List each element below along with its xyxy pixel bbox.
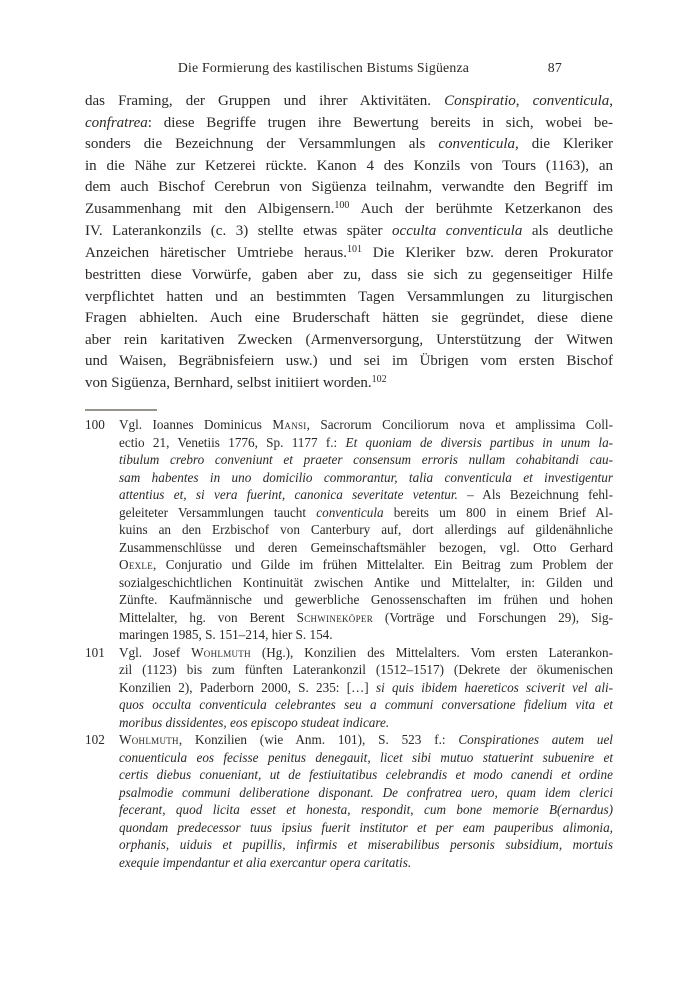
text-line: aber rein karitativen Zwecken (Armenversorgung, Unterstützung der Witwen xyxy=(85,331,614,348)
text-line: Zusammenschlüsse und deren Gemeinschaftsmähler bezogen, vgl. Otto Gerhard xyxy=(119,539,613,555)
footnote-reference: 102 xyxy=(371,373,387,385)
text-line: Fragen abhielten. Auch eine Bruderschaft hätten sie gegründet, diese diene xyxy=(85,310,613,326)
text-line: attentius et, si vera fuerint, canonica severitate vetentur. – Als Bezeichnung fehl- xyxy=(119,487,613,502)
text-line: exequie impendantur et alia exercantur opera caritatis. xyxy=(119,854,412,870)
text-line: in die Nähe zur Ketzerei rückte. Kanon 4 des Konzils von Tours (1163), an xyxy=(85,157,614,174)
text-line: von Sigüenza, Bernhard, selbst initiiert worden.$^{102}$ xyxy=(85,373,387,391)
text-line: sozialgeschichtlichen Kontinuität zwischen Antike und Mittelalter, in: Gilden und xyxy=(119,574,613,590)
text-line: Anzeichen häretischer Umtriebe heraus.$^{101}$ Die Kleriker bzw. deren Prokurator xyxy=(85,243,613,261)
text-line: sam habentes in uno domicilio commorantur, talia conventicula et investigentur xyxy=(119,469,614,485)
text-line: kuins an den Erzbischof von Canterbury auf, dort allerdings auf gildenähnliche xyxy=(119,522,614,537)
footnote-number: 101 xyxy=(85,644,105,660)
footnote-100 xyxy=(85,416,613,644)
text-line: Vgl. Ioannes Dominicus Mansi, Sacrorum Conciliorum nova et amplissima Coll- xyxy=(119,417,613,432)
text-line: moribus dissidentes, eos episcopo studeat indicare. xyxy=(119,714,390,730)
running-header xyxy=(85,60,562,80)
text-line: dem auch Bischof Cerebrun von Sigüenza teilnahm, verwandte den Begriff im xyxy=(85,179,614,195)
text-line: und Waisen, Begräbnisfeiern usw.) und sei im Übrigen vom ersten Bischof xyxy=(85,353,613,369)
text-line: orphanis, uiduis et pupillis, infirmis et miserabilibus personis subsidium, mortuis xyxy=(119,837,613,852)
text-line: geleiteter Versammlungen taucht conventicula bereits um 800 in einem Brief Al- xyxy=(119,504,614,520)
footnotes-section xyxy=(85,416,613,871)
text-line: Konzilien 2), Paderborn 2000, S. 235: […] si quis ibidem haereticos sciverit vel ali- xyxy=(119,679,614,695)
text-line: sonders die Bezeichnung der Versammlungen als conventicula, die Kleriker xyxy=(85,136,614,152)
text-line: conuenticula eos fecisse penitus denegauit, licet sibi mutuo statuerint subuenire et xyxy=(119,749,614,765)
text-line: ectio 21, Venetiis 1776, Sp. 1177 f.: Et quoniam de diversis partibus in unum la- xyxy=(119,434,614,450)
footnote-number: 102 xyxy=(85,732,105,747)
text-line: bestritten diese Vorwürfe, gaben aber zu, dass sie sich zu gegenseitiger Hilfe xyxy=(85,267,613,283)
text-line: zil (1123) bis zum fünften Laterankonzil (1512–1517) (Dekrete der ökumenischen xyxy=(119,662,613,677)
footnote-number: 100 xyxy=(85,417,105,432)
text-line: psalmodie communi deliberatione disponant. De confratrea uero, quam idem clerici xyxy=(119,784,613,800)
footnote-101 xyxy=(85,644,613,732)
text-line: Vgl. Josef Wohlmuth (Hg.), Konzilien des Mittelalters. Vom ersten Laterankon- xyxy=(119,644,613,660)
text-line: maringen 1985, S. 151–214, hier S. 154. xyxy=(119,627,333,642)
footnote-reference: 101 xyxy=(346,243,362,255)
text-line: verpflichtet hatten und an bestimmten Tagen Versammlungen zu liturgischen xyxy=(85,288,614,305)
text-line: IV. Laterankonzils (c. 3) stellte etwas später occulta conventicula als deutliche xyxy=(85,223,614,239)
footnote-separator xyxy=(85,409,157,411)
text-line: certis diebus conueniant, ut de festiuitatibus celebrandis et modo canendi et ordine xyxy=(119,767,613,782)
footnote-102 xyxy=(85,731,613,871)
text-line: tibulum crebro conveniunt et praeter consensum erroris nullam cohabitandi cau- xyxy=(119,452,614,467)
text-line: Oexle, Conjuratio und Gilde im frühen Mittelalter. Ein Beitrag zum Problem der xyxy=(119,557,613,572)
text-line: Mittelalter, hg. von Berent Schwineköper (Vorträge und Forschungen 29), Sig- xyxy=(119,609,613,625)
text-line: confratrea: diese Begriffe trugen ihre Bewertung bereits in sich, wobei be- xyxy=(85,114,614,131)
running-header-title: Die Formierung des kastilischen Bistums Sigüenza xyxy=(177,60,470,75)
text-line: das Framing, der Gruppen und ihrer Aktivitäten. Conspiratio, conventicula, xyxy=(85,93,613,109)
text-line: quondam predecessor tuus ipsius fuerit institutor et per eam pauperibus alimonia, xyxy=(119,819,613,835)
page-number: 87 xyxy=(547,60,562,75)
body-paragraph xyxy=(85,91,613,395)
text-line: Zusammenhang mit den Albigensern.$^{100}$ Auch der berühmte Ketzerkanon des xyxy=(85,199,613,217)
text-line: Zünfte. Kaufmännische und gewerbliche Genossenschaften im frühen und hohen xyxy=(119,592,613,607)
footnote-reference: 100 xyxy=(334,199,350,211)
text-line: Wohlmuth, Konzilien (wie Anm. 101), S. 523 f.: Conspirationes autem uel xyxy=(119,732,613,747)
text-line: quos occulta conventicula celebrantes seu a communi conversatione fidelium vita et xyxy=(119,697,613,712)
text-line: fecerant, quod licita esset et honesta, respondit, cum bone memorie B(ernardus) xyxy=(119,802,613,817)
